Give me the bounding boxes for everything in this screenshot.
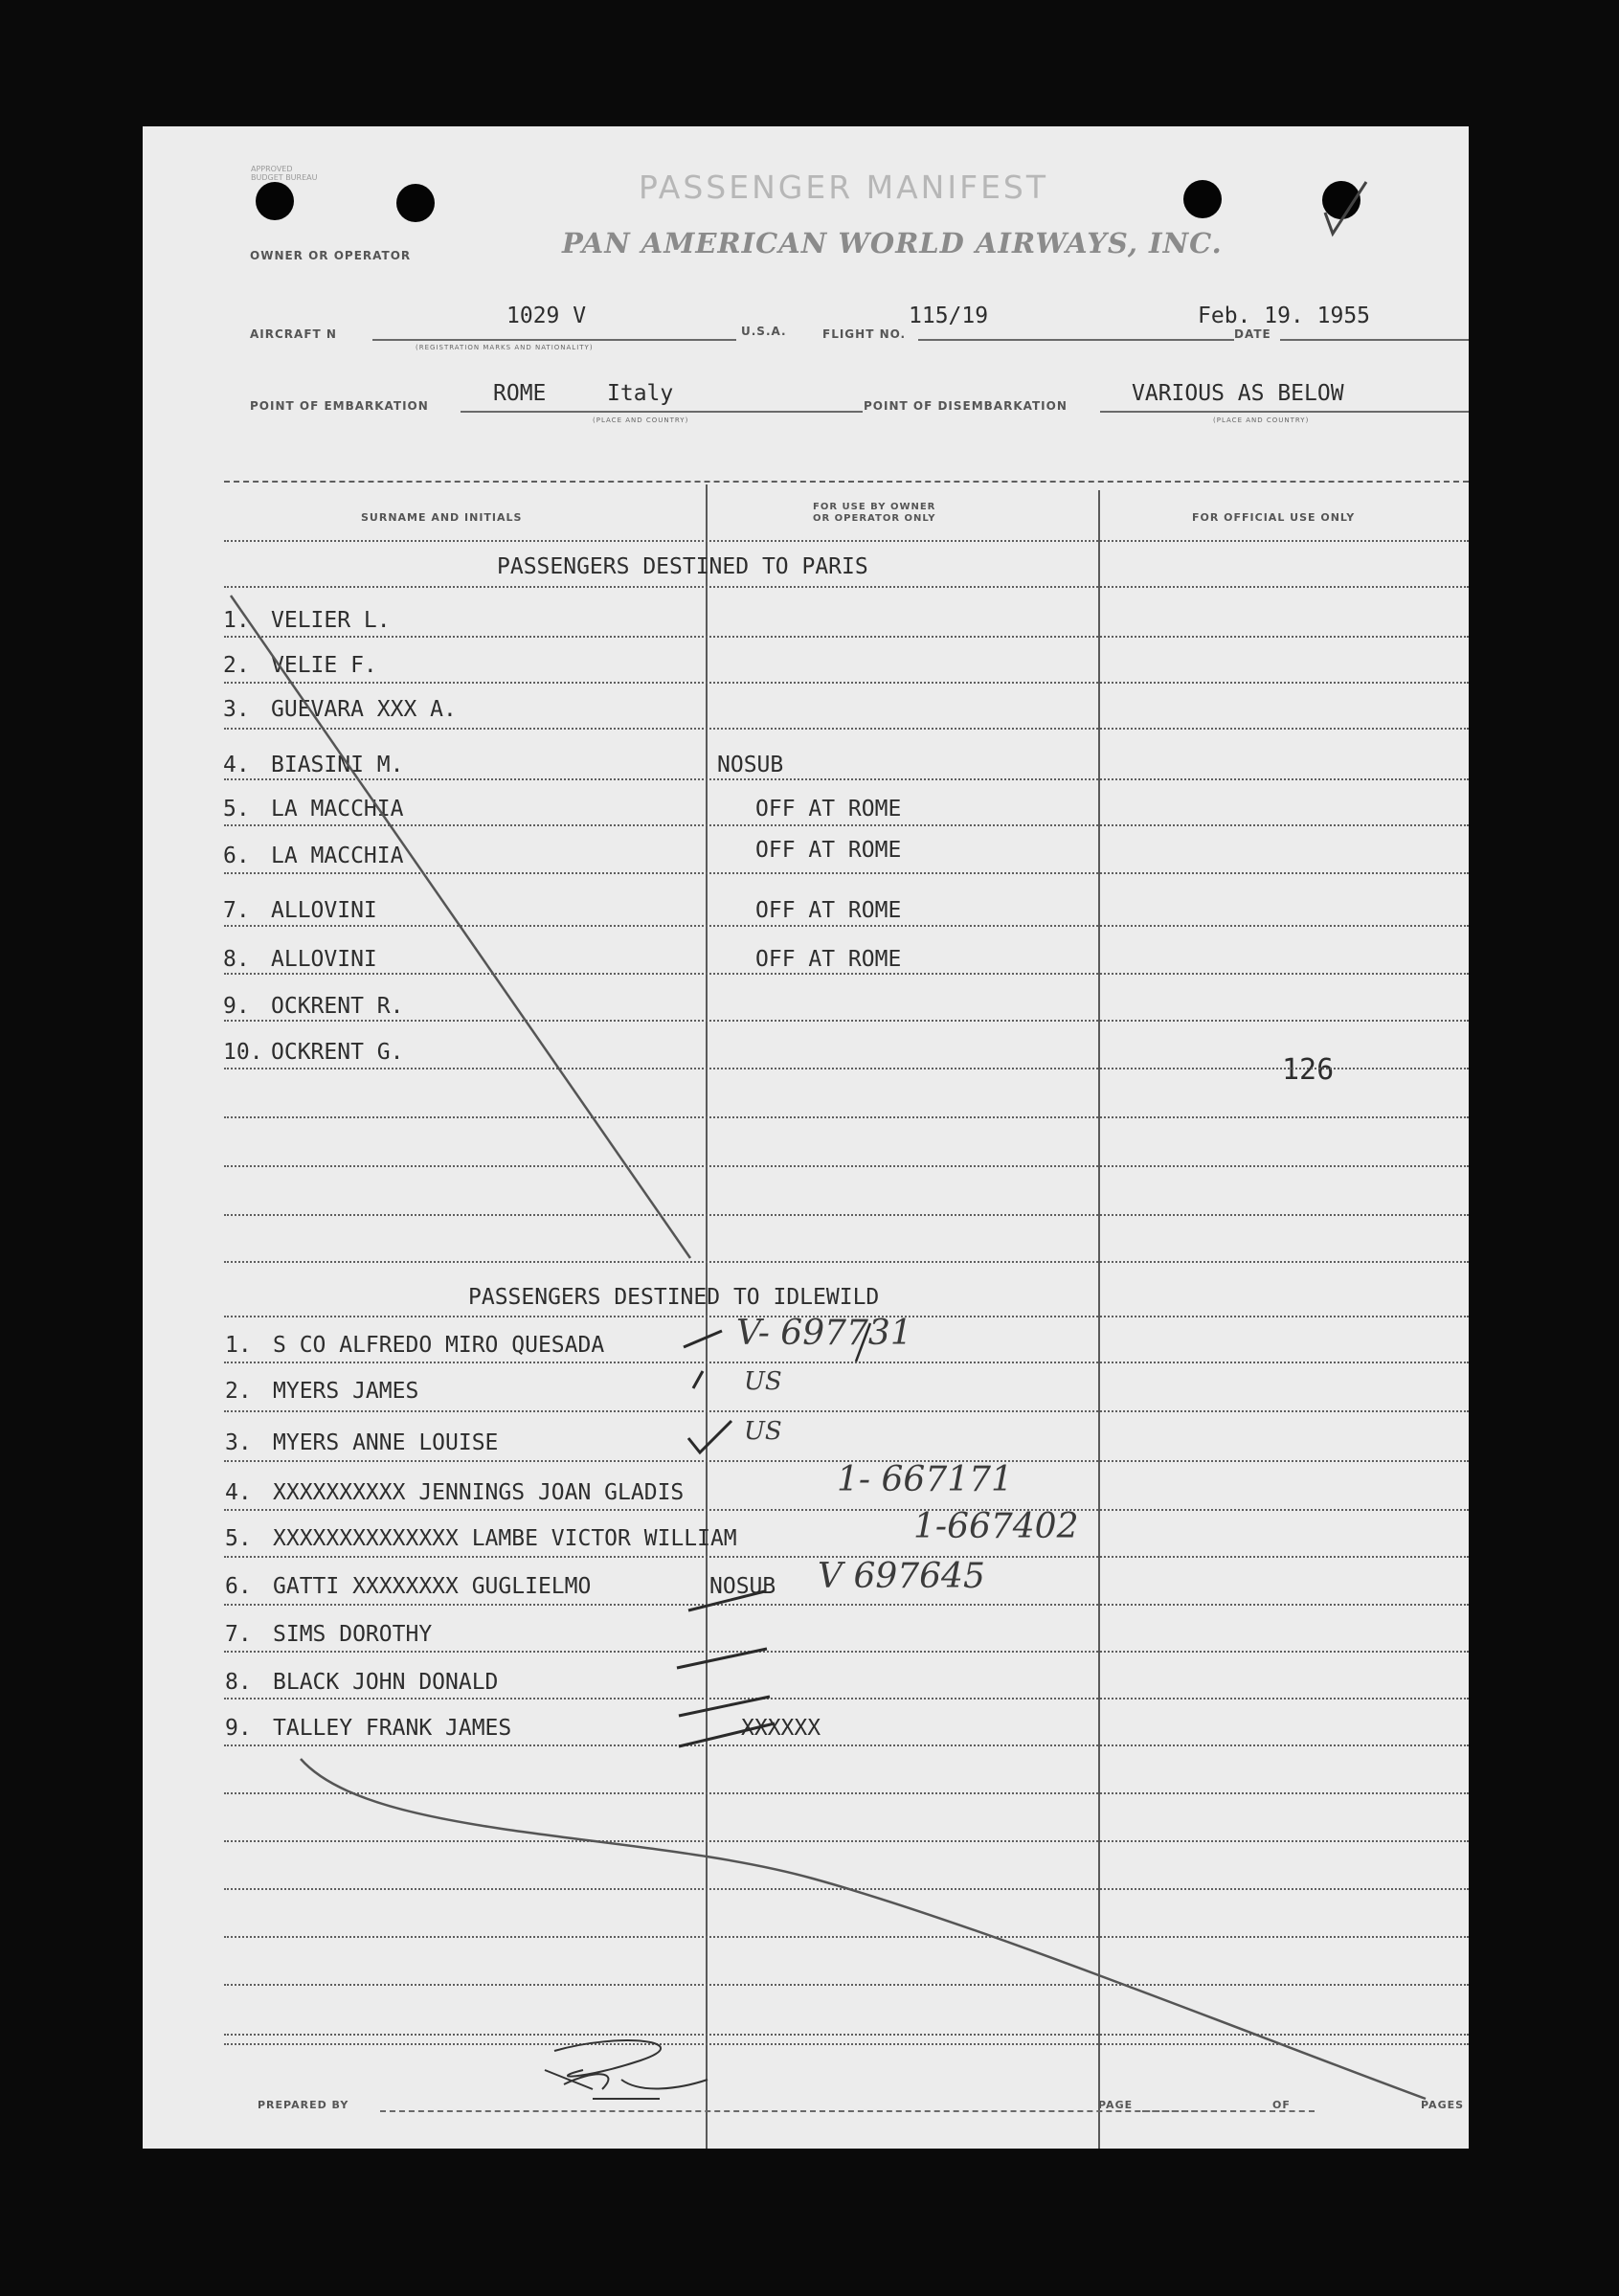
date-value: Feb. 19. 1955 xyxy=(1198,304,1371,328)
passenger-name: OCKRENT G. xyxy=(271,1040,404,1065)
flight-value: 115/19 xyxy=(909,304,989,328)
passenger-name: TALLEY FRANK JAMES xyxy=(273,1716,512,1741)
page-title: PASSENGER MANIFEST xyxy=(639,169,1049,206)
official-column-header: FOR OFFICIAL USE ONLY xyxy=(1192,511,1356,524)
passenger-name: GATTI XXXXXXXX GUGLIELMO xyxy=(273,1574,592,1599)
list-item-number: 2. xyxy=(225,1379,252,1404)
passenger-name: XXXXXXXXXX JENNINGS JOAN GLADIS xyxy=(273,1480,685,1505)
flight-label: FLIGHT NO. xyxy=(822,327,907,341)
list-item-number: 8. xyxy=(225,1670,252,1695)
airline-name: PAN AMERICAN WORLD AIRWAYS, INC. xyxy=(562,227,1223,259)
operator-note: OFF AT ROME xyxy=(755,838,902,863)
owner-label: OWNER OR OPERATOR xyxy=(250,249,412,262)
passenger-name: VELIE F. xyxy=(271,653,377,678)
paris-section-heading: PASSENGERS DESTINED TO PARIS xyxy=(497,554,868,579)
passenger-name: XXXXXXXXXXXXXX LAMBE VICTOR WILLIAM xyxy=(273,1526,737,1551)
check-mark xyxy=(684,1331,722,1347)
place-note: (PLACE AND COUNTRY) xyxy=(593,416,689,424)
list-item-number: 7. xyxy=(223,898,250,923)
of-label: OF xyxy=(1272,2099,1291,2111)
prepared-by-label: PREPARED BY xyxy=(258,2099,349,2111)
check-mark xyxy=(677,1649,767,1668)
operator-note: NOSUB xyxy=(709,1574,776,1599)
list-item-number: 9. xyxy=(223,994,250,1019)
handwritten-note: 1-667402 xyxy=(913,1507,1079,1546)
operator-note: NOSUB xyxy=(717,753,784,777)
list-item-number: 2. xyxy=(223,653,250,678)
passenger-name: MYERS ANNE LOUISE xyxy=(273,1430,499,1455)
place-note: (PLACE AND COUNTRY) xyxy=(1213,416,1310,424)
list-item-number: 1. xyxy=(225,1333,252,1358)
manifest-sheet xyxy=(143,126,1469,2149)
pencil-marks xyxy=(143,126,1469,2149)
official-number: 126 xyxy=(1282,1053,1335,1087)
passenger-name: LA MACCHIA xyxy=(271,844,404,868)
list-item-number: 9. xyxy=(225,1716,252,1741)
embarkation-label: POINT OF EMBARKATION xyxy=(250,399,429,413)
handwritten-note: 1- 667171 xyxy=(837,1460,1013,1499)
check-mark xyxy=(856,1323,870,1362)
operator-note: XXXXXX xyxy=(741,1716,821,1741)
operator-note: OFF AT ROME xyxy=(755,947,902,972)
list-item-number: 3. xyxy=(225,1430,252,1455)
passenger-name: OCKRENT R. xyxy=(271,994,404,1019)
strike-curve xyxy=(301,1759,1426,2099)
list-item-number: 7. xyxy=(225,1622,252,1647)
check-mark xyxy=(693,1371,703,1388)
passenger-name: ALLOVINI xyxy=(271,898,377,923)
passenger-name: MYERS JAMES xyxy=(273,1379,419,1404)
passenger-name: SIMS DOROTHY xyxy=(273,1622,433,1647)
operator-column-header-line1: FOR USE BY OWNER xyxy=(813,502,936,512)
usa-label: U.S.A. xyxy=(741,325,787,338)
operator-note: OFF AT ROME xyxy=(755,898,902,923)
passenger-name: LA MACCHIA xyxy=(271,797,404,822)
list-item-number: 1. xyxy=(223,608,250,633)
check-mark xyxy=(679,1723,775,1746)
operator-column-header-line2: OR OPERATOR ONLY xyxy=(813,513,936,524)
handwritten-note: US xyxy=(744,1367,782,1396)
aircraft-label: AIRCRAFT N xyxy=(250,327,337,341)
list-item-number: 5. xyxy=(223,797,250,822)
passenger-name: ALLOVINI xyxy=(271,947,377,972)
embarkation-city: ROME xyxy=(493,381,547,406)
idlewild-section-heading: PASSENGERS DESTINED TO IDLEWILD xyxy=(468,1285,880,1310)
passenger-name: VELIER L. xyxy=(271,608,391,633)
list-item-number: 4. xyxy=(223,753,250,777)
passenger-name: S CO ALFREDO MIRO QUESADA xyxy=(273,1333,605,1358)
passenger-name: BIASINI M. xyxy=(271,753,404,777)
passenger-name: GUEVARA XXX A. xyxy=(271,697,457,722)
check-mark xyxy=(679,1697,770,1716)
check-mark xyxy=(688,1421,731,1452)
embarkation-country: Italy xyxy=(607,381,674,406)
list-item-number: 3. xyxy=(223,697,250,722)
registration-note: (REGISTRATION MARKS AND NATIONALITY) xyxy=(416,344,594,351)
list-item-number: 4. xyxy=(225,1480,252,1505)
passenger-name: BLACK JOHN DONALD xyxy=(273,1670,499,1695)
handwritten-note: V- 697731 xyxy=(736,1314,912,1353)
check-mark xyxy=(688,1591,765,1610)
date-label: DATE xyxy=(1234,327,1271,341)
signature xyxy=(545,2040,708,2099)
handwritten-note: V 697645 xyxy=(818,1557,985,1596)
strike-line xyxy=(231,596,690,1258)
surname-column-header: SURNAME AND INITIALS xyxy=(361,511,523,524)
tick-mark xyxy=(1325,182,1366,234)
list-item-number: 6. xyxy=(225,1574,252,1599)
aircraft-value: 1029 V xyxy=(506,304,587,328)
operator-note: OFF AT ROME xyxy=(755,797,902,822)
list-item-number: 5. xyxy=(225,1526,252,1551)
handwritten-note: US xyxy=(744,1417,782,1446)
disembarkation-label: POINT OF DISEMBARKATION xyxy=(864,399,1068,413)
disembarkation-value: VARIOUS AS BELOW xyxy=(1132,381,1344,406)
approval-stamp: APPROVED BUDGET BUREAU xyxy=(251,165,318,182)
pages-label: PAGES xyxy=(1421,2099,1465,2111)
list-item-number: 10. xyxy=(223,1040,263,1065)
page-label: PAGE xyxy=(1098,2099,1134,2111)
list-item-number: 8. xyxy=(223,947,250,972)
list-item-number: 6. xyxy=(223,844,250,868)
